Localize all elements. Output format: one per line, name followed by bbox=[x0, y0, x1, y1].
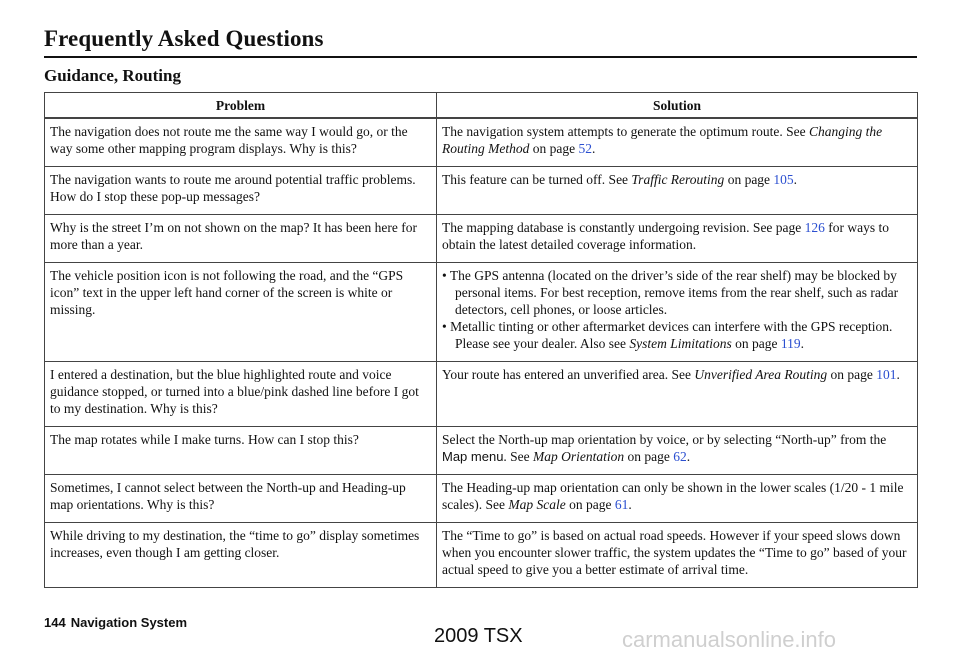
solution-text: on page bbox=[731, 336, 781, 351]
solution-text: on page bbox=[565, 497, 615, 512]
solution-text: . bbox=[800, 336, 804, 351]
solution-text: The mapping database is constantly undergoing revision. See page bbox=[442, 220, 805, 235]
problem-cell: While driving to my destination, the “time to go” display sometimes increases, even though I am getting closer. bbox=[45, 523, 437, 588]
watermark: carmanualsonline.info bbox=[622, 627, 837, 652]
page-link[interactable]: 126 bbox=[804, 220, 825, 235]
solution-text: on page bbox=[724, 172, 774, 187]
page-link[interactable]: 101 bbox=[876, 367, 897, 382]
page-number: 144 bbox=[44, 615, 66, 630]
solution-text: Your route has entered an unverified area. See bbox=[442, 367, 695, 382]
problem-cell: Sometimes, I cannot select between the North-up and Heading-up map orientations. Why is this? bbox=[45, 475, 437, 523]
solution-bullet bbox=[442, 318, 912, 352]
solution-text: on page bbox=[529, 141, 579, 156]
menu-name: Map menu bbox=[442, 449, 504, 464]
column-header-solution: Solution bbox=[437, 93, 918, 119]
footer-section-name: Navigation System bbox=[70, 615, 188, 630]
reference-title: Unverified Area Routing bbox=[694, 367, 828, 382]
solution-cell bbox=[437, 215, 918, 263]
reference-title: Traffic Rerouting bbox=[631, 172, 725, 187]
model-label: 2009 TSX bbox=[434, 625, 523, 647]
page-footer bbox=[44, 615, 187, 630]
problem-cell: The map rotates while I make turns. How can I stop this? bbox=[45, 427, 437, 475]
page-link[interactable]: 61 bbox=[614, 497, 629, 512]
solution-text: . bbox=[793, 172, 798, 187]
column-header-problem: Problem bbox=[45, 93, 437, 119]
solution-text: . bbox=[896, 367, 900, 382]
reference-title: Map Scale bbox=[508, 497, 566, 512]
solution-text: for ways to obtain the latest detailed coverage information. bbox=[442, 220, 890, 252]
reference-title: Changing the Routing Method bbox=[442, 124, 883, 156]
problem-cell: The navigation does not route me the same way I would go, or the way some other mapping program displays. Why is this? bbox=[45, 118, 437, 167]
table-row bbox=[45, 427, 918, 475]
solution-cell bbox=[437, 118, 918, 167]
table-header-row bbox=[45, 93, 918, 119]
problem-cell: The navigation wants to route me around potential traffic problems. How do I stop these pop-up messages? bbox=[45, 167, 437, 215]
solution-text: . bbox=[628, 497, 632, 512]
problem-cell: I entered a destination, but the blue highlighted route and voice guidance stopped, or turned into a blue/pink dashed line before I got to my destination. Why is this? bbox=[45, 362, 437, 427]
page-link[interactable]: 105 bbox=[773, 172, 794, 187]
table-row bbox=[45, 118, 918, 167]
page-link[interactable]: 62 bbox=[673, 449, 687, 464]
solution-text: The “Time to go” is based on actual road speeds. However if your speed slows down when you encounter slower traffic, the system updates the “Time to go” based of your actual speed to give you a better estimate of arrival time. bbox=[442, 528, 907, 577]
solution-text: • Metallic tinting or other aftermarket devices can interfere with the GPS reception. Please see your dealer. Also see bbox=[442, 319, 893, 351]
solution-cell bbox=[437, 167, 918, 215]
page-title: Frequently Asked Questions bbox=[44, 26, 324, 51]
section-title: Guidance, Routing bbox=[44, 66, 181, 85]
solution-text: The Heading-up map orientation can only be shown in the lower scales (1/20 - 1 mile scales). See bbox=[442, 480, 904, 512]
faq-table bbox=[44, 92, 918, 588]
reference-title: System Limitations bbox=[629, 336, 732, 351]
solution-text: . bbox=[686, 449, 691, 464]
solution-text: . bbox=[591, 141, 596, 156]
solution-cell bbox=[437, 362, 918, 427]
solution-text: The navigation system attempts to generate the optimum route. See bbox=[442, 124, 810, 139]
solution-text: . See bbox=[503, 449, 534, 464]
solution-text: on page bbox=[827, 367, 877, 382]
title-divider bbox=[44, 56, 917, 58]
page-link[interactable]: 52 bbox=[578, 141, 592, 156]
table-row bbox=[45, 362, 918, 427]
page-link[interactable]: 119 bbox=[780, 336, 801, 351]
solution-cell bbox=[437, 523, 918, 588]
reference-title: Map Orientation bbox=[533, 449, 625, 464]
table-row bbox=[45, 523, 918, 588]
problem-cell: Why is the street I’m on not shown on the map? It has been here for more than a year. bbox=[45, 215, 437, 263]
table-row bbox=[45, 263, 918, 362]
table-row bbox=[45, 215, 918, 263]
solution-cell bbox=[437, 263, 918, 362]
solution-text: This feature can be turned off. See bbox=[442, 172, 632, 187]
solution-cell bbox=[437, 475, 918, 523]
solution-bullet: • The GPS antenna (located on the driver’s side of the rear shelf) may be blocked by personal items. For best reception, remove items from the rear shelf, such as radar detectors, cell phones, or loose articles. bbox=[442, 268, 899, 317]
table-row bbox=[45, 167, 918, 215]
solution-text: Select the North-up map orientation by voice, or by selecting “North-up” from the bbox=[442, 432, 887, 447]
solution-cell bbox=[437, 427, 918, 475]
problem-cell: The vehicle position icon is not following the road, and the “GPS icon” text in the upper left hand corner of the screen is white or missing. bbox=[45, 263, 437, 362]
table-row bbox=[45, 475, 918, 523]
solution-text: on page bbox=[624, 449, 674, 464]
